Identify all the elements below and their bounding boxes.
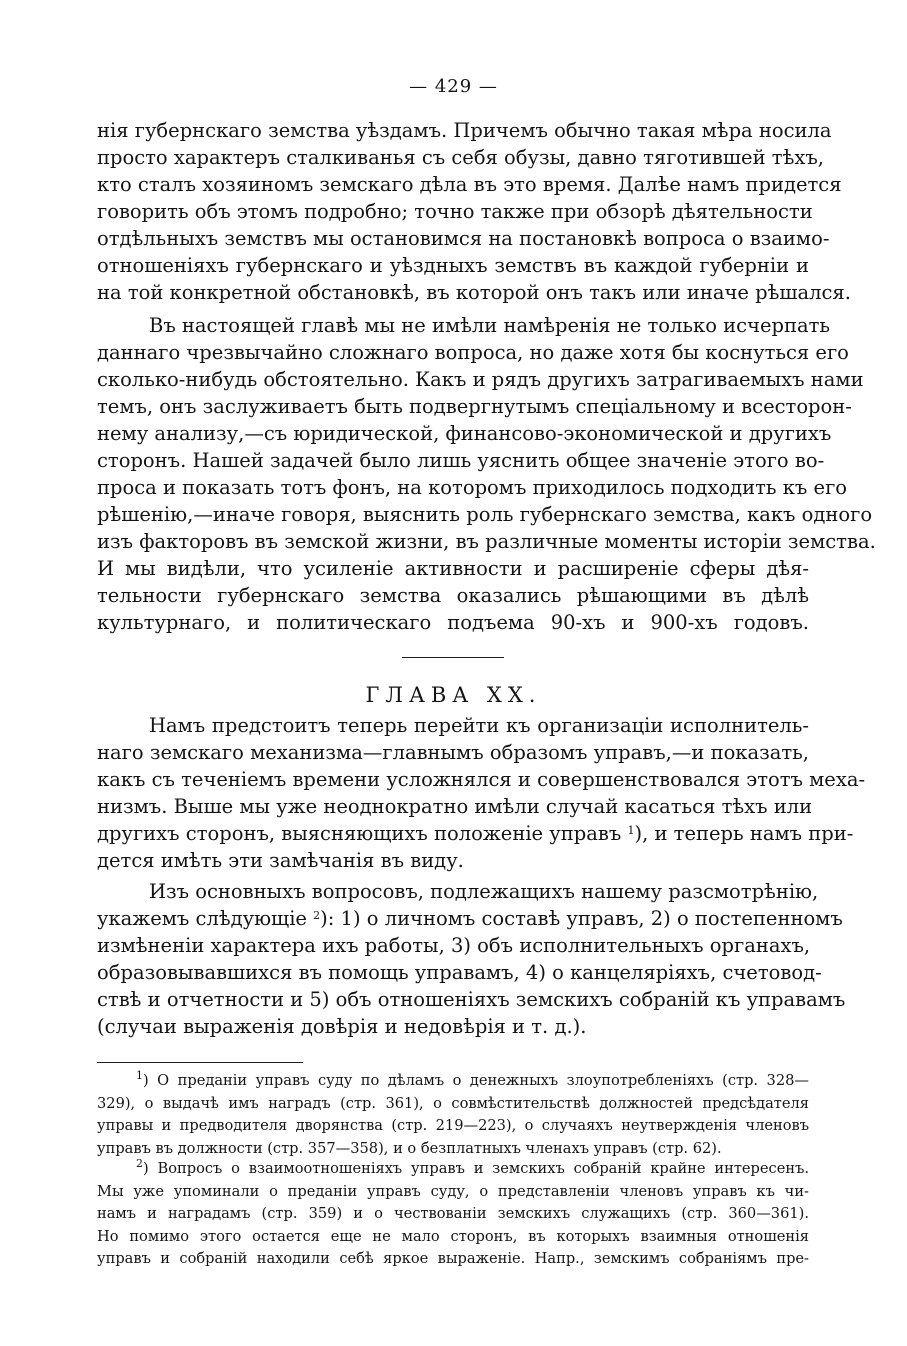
text-line: кто сталъ хозяиномъ земскаго дѣла въ это время. Далѣе намъ придется	[97, 173, 842, 196]
paragraph-continuation	[97, 117, 851, 306]
footnote-marker: 1	[136, 1069, 143, 1082]
paragraph	[97, 312, 876, 636]
footnote-line: управъ и собраній находили себѣ яркое выраженіе. Напр., земскимъ собраніямъ пре-	[97, 1250, 809, 1267]
text-line: на той конкретной обстановкѣ, въ которой онъ такъ или иначе рѣшался.	[97, 281, 851, 304]
page-number: — 429 —	[409, 76, 498, 97]
text-line-with-footnote	[97, 905, 843, 932]
text-line: нія губернскаго земства уѣздамъ. Причемъ обычно такая мѣра носила	[97, 119, 832, 142]
text-segment: ), и теперь намъ при-	[634, 822, 854, 845]
text-line: какъ съ теченіемъ времени усложнялся и совершенствовался этотъ меха-	[97, 768, 866, 791]
section-divider	[402, 657, 504, 658]
text-line: просто характеръ сталкиванья съ себя обузы, давно тяготившей тѣхъ,	[97, 146, 824, 169]
text-line: Намъ предстоитъ теперь перейти къ организаціи исполнитель-	[149, 714, 809, 737]
text-segment: другихъ сторонъ, выясняющихъ положеніе управъ	[97, 822, 622, 845]
text-line: изъ факторовъ въ земской жизни, въ различные моменты исторіи земства.	[97, 530, 876, 553]
text-line: низмъ. Выше мы уже неоднократно имѣли случай касаться тѣхъ или	[97, 795, 813, 818]
text-line: даннаго чрезвычайно сложнаго вопроса, но даже хотя бы коснуться его	[97, 341, 849, 364]
footnote-divider	[97, 1062, 303, 1063]
text-line: проса и показать тотъ фонъ, на которомъ приходилось подходить къ его	[97, 476, 848, 499]
footnote-line: Но помимо этого остается еще не мало сторонъ, въ которыхъ взаимныя отношенія	[97, 1227, 809, 1245]
text-line: темъ, онъ заслуживаетъ быть подвергнутымъ спеціальному и всесторон-	[97, 395, 852, 418]
text-line: Въ настоящей главѣ мы не имѣли намѣренія не только исчерпать	[149, 314, 831, 337]
text-segment: ): 1) о личномъ составѣ управъ, 2) о постепенномъ	[320, 907, 843, 930]
chapter-title: ГЛАВА XX.	[365, 683, 542, 707]
chapter-paragraph	[97, 712, 866, 874]
text-line: тельности губернскаго земства оказались рѣшающими въ дѣлѣ	[97, 584, 809, 607]
footnote-line	[97, 1070, 809, 1093]
footnote-line: намъ и наградамъ (стр. 359) и о чествованіи земскихъ служащихъ (стр. 360—361).	[97, 1205, 809, 1222]
chapter-paragraph	[97, 878, 846, 1040]
text-line: наго земскаго механизма—главнымъ образомъ управъ,—и показать,	[97, 741, 809, 764]
text-line: говорить объ этомъ подробно; точно также при обзорѣ дѣятельности	[97, 200, 813, 223]
text-line: дется имѣть эти замѣчанія въ виду.	[97, 849, 464, 872]
text-line: измѣненіи характера ихъ работы, 3) объ исполнительныхъ органахъ,	[97, 934, 811, 957]
footnote	[97, 1158, 809, 1271]
text-line: (случаи выраженія довѣрія и недовѣрія и т. д.).	[97, 1015, 587, 1038]
text-segment: ) О преданіи управъ суду по дѣламъ о денежныхъ злоупотребленіяхъ (стр. 328—	[143, 1072, 809, 1089]
text-line: Изъ основныхъ вопросовъ, подлежащихъ нашему разсмотрѣнію,	[149, 880, 819, 903]
text-line-with-footnote	[97, 820, 854, 847]
footnote-line: 329), о выдачѣ имъ наградъ (стр. 361), о совмѣстительствѣ должностей предсѣдателя	[97, 1094, 809, 1112]
footnote-line: Мы уже упоминали о преданіи управъ суду, о представленіи членовъ управъ къ чи-	[97, 1182, 809, 1200]
text-line: ствѣ и отчетности и 5) объ отношеніяхъ земскихъ собраній къ управамъ	[97, 988, 846, 1011]
text-line: отношеніяхъ губернскаго и уѣздныхъ земствъ въ каждой губерніи и	[97, 254, 809, 277]
text-segment: ) Вопросъ о взаимоотношеніяхъ управъ и земскихъ собраній крайне интересенъ.	[143, 1160, 809, 1177]
footnote-marker: 2	[136, 1157, 143, 1170]
footnote	[97, 1070, 809, 1160]
footnote-ref[interactable]: 1	[627, 824, 635, 837]
text-line: И мы видѣли, что усиленіе активности и расширеніе сферы дѣя-	[97, 557, 809, 580]
footnote-line: управъ въ должности (стр. 357—358), и о безплатныхъ членахъ управъ (стр. 62).	[97, 1139, 722, 1157]
footnote-line	[97, 1158, 809, 1181]
text-line: культурнаго, и политическаго подъема 90-хъ и 900-хъ годовъ.	[97, 611, 809, 634]
footnote-line: управы и предводителя дворянства (стр. 219—223), о случаяхъ неутвержденія членовъ	[97, 1117, 809, 1134]
text-segment: укажемъ слѣдующіе	[97, 907, 307, 930]
text-line: сторонъ. Нашей задачей было лишь уяснить общее значеніе этого во-	[97, 449, 825, 472]
text-line: нему анализу,—съ юридической, финансово-экономической и другихъ	[97, 422, 832, 445]
text-line: сколько-нибудь обстоятельно. Какъ и рядъ другихъ затрагиваемыхъ нами	[97, 368, 864, 391]
footnote-ref[interactable]: 2	[313, 909, 321, 922]
text-line: рѣшенію,—иначе говоря, выяснить роль губернскаго земства, какъ одного	[97, 503, 873, 526]
text-line: отдѣльныхъ земствъ мы остановимся на постановкѣ вопроса о взаимо-	[97, 227, 830, 250]
text-line: образовывавшихся въ помощь управамъ, 4) о канцеляріяхъ, счетовод-	[97, 961, 822, 984]
